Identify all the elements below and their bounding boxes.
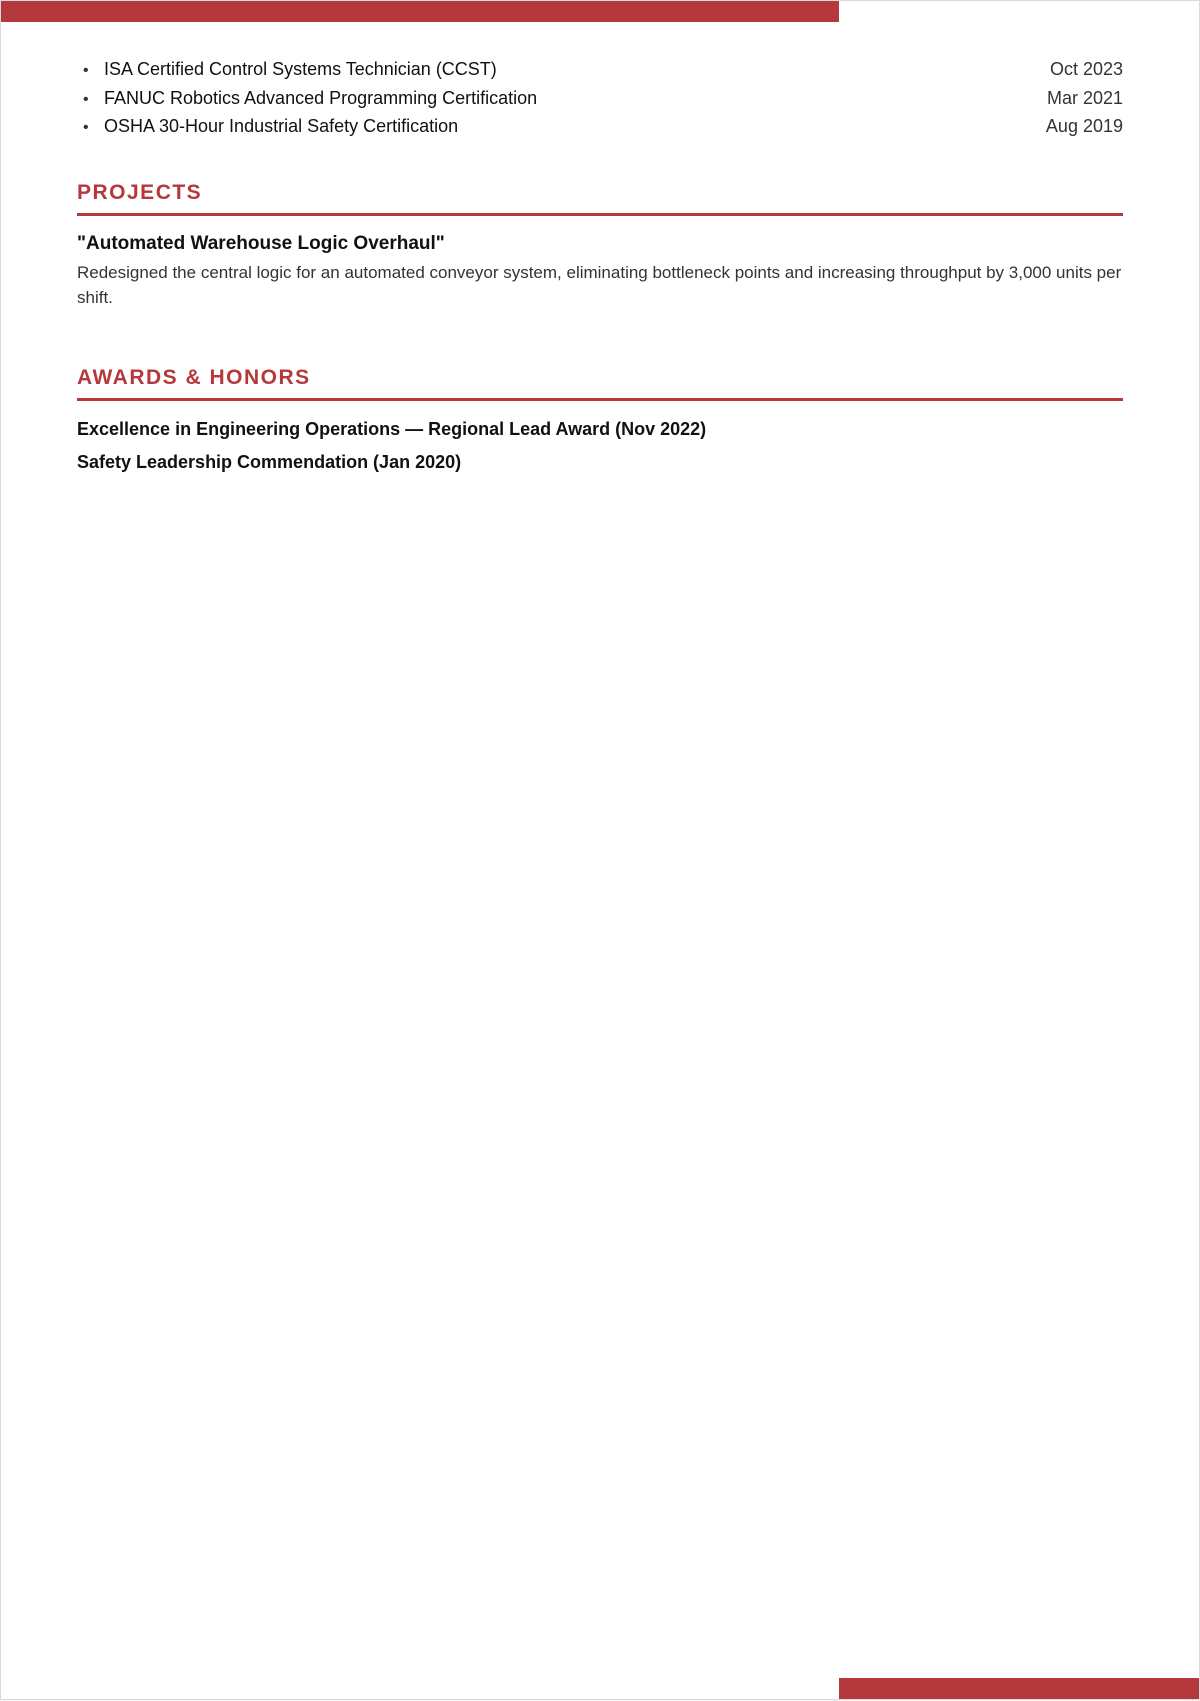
award-item: Safety Leadership Commendation (Jan 2020): [77, 451, 462, 472]
projects-heading: PROJECTS: [77, 181, 1123, 216]
certification-item: [77, 116, 1123, 145]
certification-left: [77, 88, 537, 109]
page-content: [77, 59, 1123, 484]
project-description: Redesigned the central logic for an automated conveyor system, eliminating bottleneck points and increasing throughput by 3,000 units per shift.: [77, 262, 1122, 307]
projects-section: [77, 181, 1123, 310]
bullet-icon: •: [83, 62, 89, 79]
certification-name: ISA Certified Control Systems Technician (CCST): [104, 59, 497, 79]
certification-left: [77, 59, 497, 80]
certification-item: [77, 88, 1123, 117]
awards-heading: AWARDS & HONORS: [77, 366, 1123, 401]
bottom-accent-bar: [839, 1678, 1199, 1699]
certification-date: Mar 2021: [1046, 87, 1123, 108]
awards-section: [77, 366, 1123, 484]
bullet-icon: •: [83, 119, 89, 136]
resume-page: [1, 1, 1199, 1699]
top-accent-bar: [1, 1, 839, 22]
certification-name: FANUC Robotics Advanced Programming Certification: [104, 87, 538, 108]
award-item: Excellence in Engineering Operations — Regional Lead Award (Nov 2022): [77, 418, 707, 439]
bullet-icon: •: [83, 90, 89, 108]
certification-date: Aug 2019: [1045, 116, 1123, 136]
certification-left: [77, 116, 458, 137]
project-title: "Automated Warehouse Logic Overhaul": [77, 232, 445, 254]
certification-item: [77, 59, 1123, 88]
awards-list: [77, 418, 1123, 484]
certification-name: OSHA 30-Hour Industrial Safety Certification: [104, 116, 459, 136]
certifications-list: [77, 59, 1123, 145]
certification-date: Oct 2023: [1049, 59, 1123, 79]
